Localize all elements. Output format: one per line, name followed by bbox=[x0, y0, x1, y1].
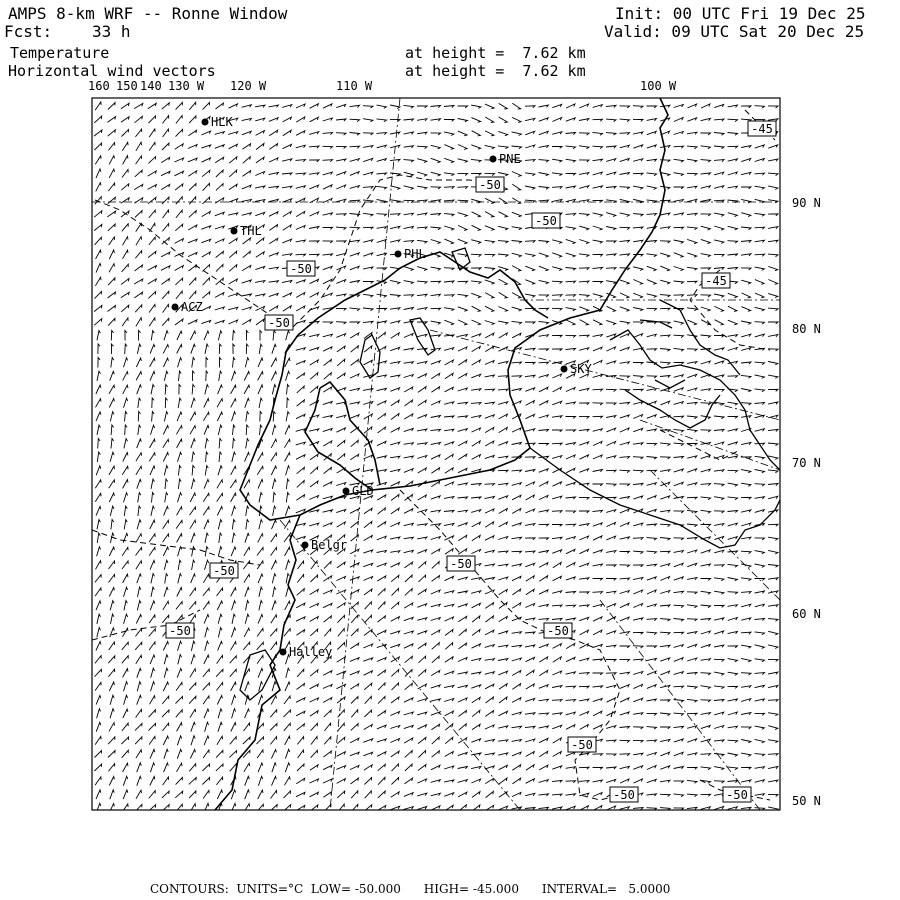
svg-text:-50: -50 bbox=[571, 738, 593, 752]
svg-text:-50: -50 bbox=[479, 178, 501, 192]
svg-text:-50: -50 bbox=[450, 557, 472, 571]
longitude-label: 100 W bbox=[640, 79, 677, 93]
latitude-labels bbox=[792, 196, 821, 808]
station-sky bbox=[561, 362, 593, 376]
contour-label bbox=[723, 787, 751, 802]
longitude-label: 130 W bbox=[168, 79, 205, 93]
init-time: Init: 00 UTC Fri 19 Dec 25 bbox=[615, 4, 866, 23]
coastline bbox=[215, 98, 668, 810]
temperature-contour bbox=[92, 110, 775, 800]
latitude-label: 70 N bbox=[792, 456, 821, 470]
latitude-label: 50 N bbox=[792, 794, 821, 808]
svg-text:ACZ: ACZ bbox=[181, 300, 203, 314]
svg-text:GLD: GLD bbox=[352, 484, 374, 498]
svg-text:-50: -50 bbox=[268, 316, 290, 330]
longitude-labels bbox=[88, 79, 677, 93]
wind-vector-field bbox=[94, 102, 778, 813]
svg-text:HLK: HLK bbox=[211, 115, 233, 129]
svg-text:PNE: PNE bbox=[499, 152, 521, 166]
svg-text:-50: -50 bbox=[213, 564, 235, 578]
contour-label bbox=[610, 787, 638, 802]
height-level-1: at height = 7.62 km bbox=[405, 44, 586, 62]
svg-text:-50: -50 bbox=[290, 262, 312, 276]
contour-label bbox=[544, 623, 572, 638]
height-level-2: at height = 7.62 km bbox=[405, 62, 586, 80]
contour-label bbox=[287, 261, 315, 276]
latitude-label: 60 N bbox=[792, 607, 821, 621]
svg-text:-50: -50 bbox=[726, 788, 748, 802]
contour-label bbox=[568, 737, 596, 752]
latitude-label: 90 N bbox=[792, 196, 821, 210]
map-frame bbox=[92, 98, 780, 810]
svg-text:Belgr: Belgr bbox=[311, 538, 348, 552]
contour-label bbox=[702, 273, 730, 288]
contour-label bbox=[476, 177, 504, 192]
map-title: AMPS 8-km WRF -- Ronne Window bbox=[8, 4, 288, 23]
contour-label bbox=[532, 213, 560, 228]
longitude-label: 120 W bbox=[230, 79, 267, 93]
longitude-label: 160 bbox=[88, 79, 110, 93]
station-gld bbox=[343, 484, 374, 498]
svg-text:-50: -50 bbox=[169, 624, 191, 638]
valid-time: Valid: 09 UTC Sat 20 Dec 25 bbox=[604, 22, 865, 41]
svg-text:-45: -45 bbox=[751, 122, 773, 136]
svg-text:THL: THL bbox=[240, 224, 262, 238]
field-name-wind: Horizontal wind vectors bbox=[8, 62, 216, 80]
forecast-hour: 33 h bbox=[92, 22, 131, 41]
svg-text:-50: -50 bbox=[547, 624, 569, 638]
station-pne bbox=[490, 152, 521, 166]
longitude-label: 150 bbox=[116, 79, 138, 93]
contour-label bbox=[447, 556, 475, 571]
svg-text:PHL: PHL bbox=[404, 247, 426, 261]
station-hlk bbox=[202, 115, 234, 129]
contour-info: CONTOURS: UNITS=°C LOW= -50.000 HIGH= -45.000 INTERVAL= 5.0000 bbox=[150, 882, 671, 896]
longitude-label: 110 W bbox=[336, 79, 373, 93]
contour-label bbox=[265, 315, 293, 330]
wind-vector bbox=[94, 102, 778, 813]
field-name-temperature: Temperature bbox=[10, 44, 110, 62]
svg-text:-45: -45 bbox=[705, 274, 727, 288]
forecast-label: Fcst: bbox=[4, 22, 53, 41]
svg-text:-50: -50 bbox=[613, 788, 635, 802]
svg-text:SKY: SKY bbox=[570, 362, 592, 376]
contour-label bbox=[748, 121, 776, 136]
latitude-label: 80 N bbox=[792, 322, 821, 336]
station-phl bbox=[395, 247, 426, 261]
contour-label bbox=[210, 563, 238, 578]
station-belgr bbox=[302, 538, 348, 552]
longitude-label: 140 bbox=[140, 79, 162, 93]
contour-label bbox=[166, 623, 194, 638]
graticule bbox=[92, 98, 780, 810]
station-thl bbox=[231, 224, 262, 238]
svg-text:-50: -50 bbox=[535, 214, 557, 228]
svg-text:Halley: Halley bbox=[289, 645, 333, 659]
